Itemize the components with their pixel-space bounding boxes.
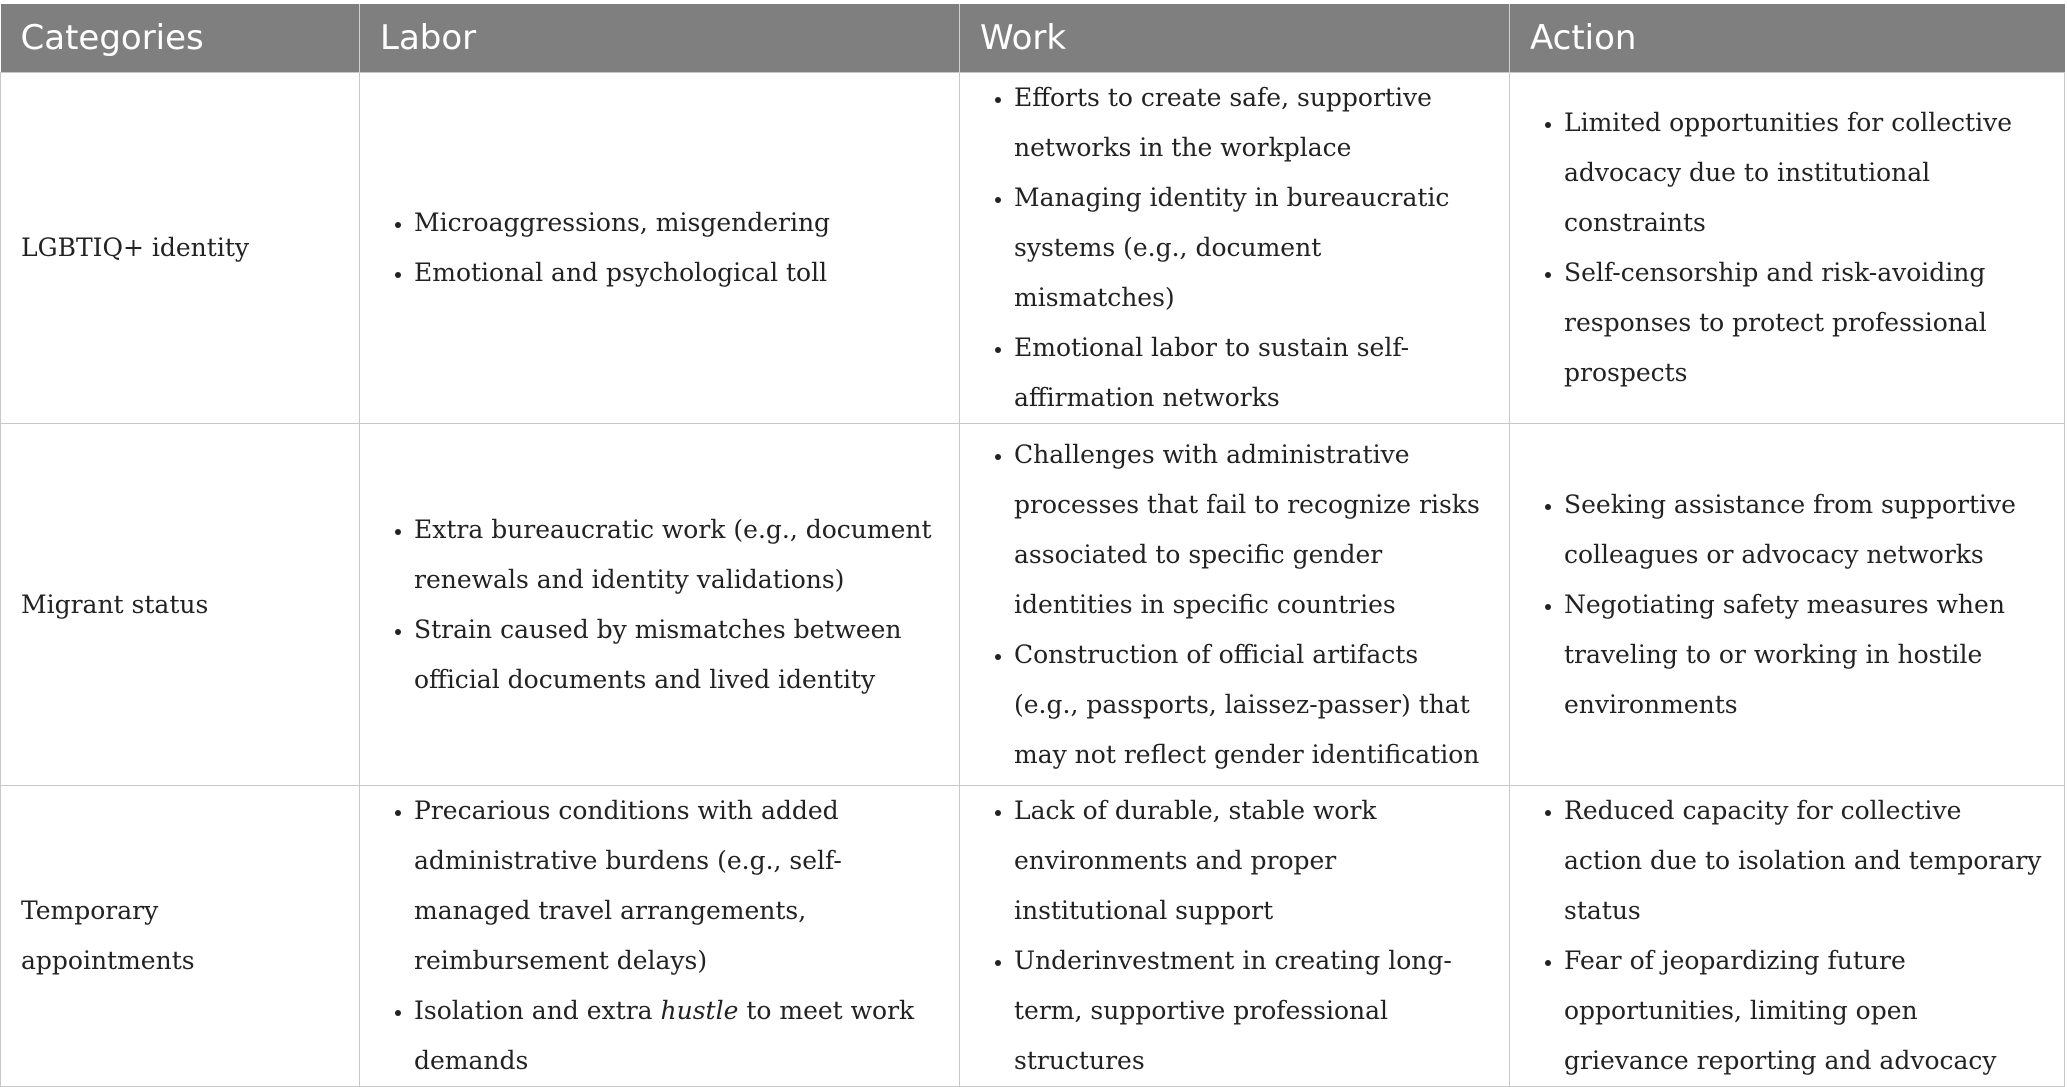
item-text-after: to meet work demands [414,996,915,1075]
bullet-list [380,786,939,1086]
list-item: • Efforts to create safe, supportive networks in the workplace [1014,73,1489,173]
bullet-list [980,786,1489,1086]
list-item: • Underinvestment in creating long-term, supportive professional structures [1014,936,1489,1086]
list-item: • Managing identity in bureaucratic systems (e.g., document mismatches) [1014,173,1489,323]
labor-cell [360,73,960,424]
list-item: • Strain caused by mismatches between official documents and lived identity [414,605,939,705]
work-cell [960,424,1510,786]
bullet-list [380,198,939,298]
list-item: • Self-censorship and risk-avoiding responses to protect professional prospects [1564,248,2044,398]
bullet-list [980,73,1489,423]
list-item: • Seeking assistance from supportive colleagues or advocacy networks [1564,480,2044,580]
list-item: • Fear of jeopardizing future opportunities, limiting open grievance reporting and advocacy [1564,936,2044,1086]
labor-cell [360,786,960,1087]
list-item [414,986,939,1086]
bullet-list [1530,786,2044,1086]
list-item: • Lack of durable, stable work environments and proper institutional support [1014,786,1489,936]
action-cell [1510,73,2065,424]
list-item: • Limited opportunities for collective advocacy due to institutional constraints [1564,98,2044,248]
list-item: • Extra bureaucratic work (e.g., document renewals and identity validations) [414,505,939,605]
work-cell [960,73,1510,424]
header-categories: Categories [1,4,360,73]
table-row [1,424,2065,786]
list-item: • Microaggressions, misgendering [414,198,939,248]
header-row [1,4,2065,73]
bullet-list [1530,98,2044,398]
list-item: • Construction of official artifacts (e.g., passports, laissez-passer) that may not reflect gender identification [1014,630,1489,780]
table-header [1,4,2065,73]
bullet-list [980,430,1489,780]
header-action: Action [1510,4,2065,73]
bullet-list [1530,480,2044,730]
labor-cell [360,424,960,786]
item-text-before: Isolation and extra [414,996,661,1025]
item-text-emphasis: hustle [660,996,739,1025]
category-cell: LGBTIQ+ identity [1,73,360,424]
table-row [1,73,2065,424]
table-row [1,786,2065,1087]
list-item: • Negotiating safety measures when traveling to or working in hostile environments [1564,580,2044,730]
action-cell [1510,786,2065,1087]
action-cell [1510,424,2065,786]
list-item: • Precarious conditions with added administrative burdens (e.g., self-managed travel arrangements, reimbursement delays) [414,786,939,986]
header-labor: Labor [360,4,960,73]
categories-table [0,4,2065,1087]
bullet-list [380,505,939,705]
list-item: • Emotional labor to sustain self-affirmation networks [1014,323,1489,423]
list-item: • Emotional and psychological toll [414,248,939,298]
list-item: • Reduced capacity for collective action due to isolation and temporary status [1564,786,2044,936]
list-item: • Challenges with administrative processes that fail to recognize risks associated to specific gender identities in specific countries [1014,430,1489,630]
category-cell: Migrant status [1,424,360,786]
work-cell [960,786,1510,1087]
category-cell: Temporary appointments [1,786,360,1087]
header-work: Work [960,4,1510,73]
